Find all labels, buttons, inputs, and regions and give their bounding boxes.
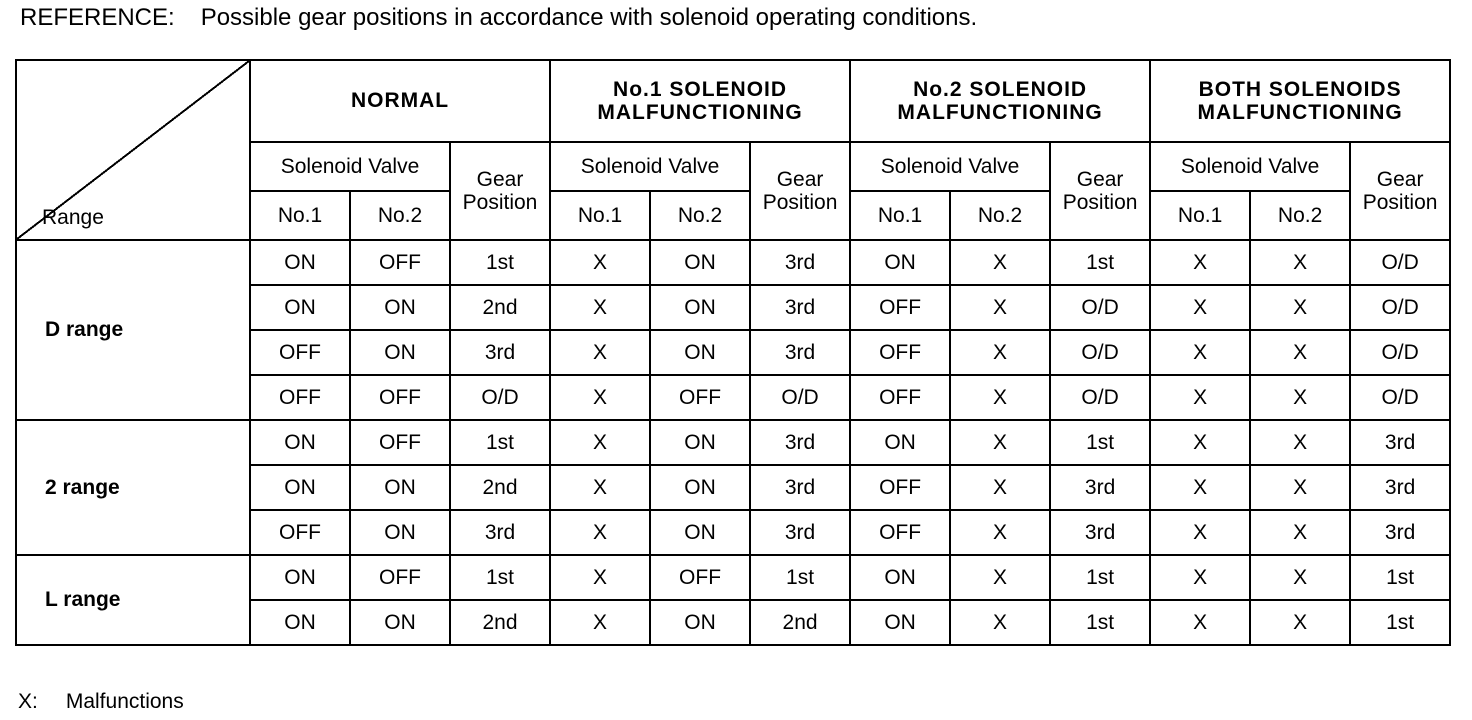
table-cell: OFF [850,510,950,555]
table-cell: OFF [850,465,950,510]
table-cell: X [950,420,1050,465]
table-cell: X [950,555,1050,600]
table-cell: 3rd [750,330,850,375]
table-cell: X [550,510,650,555]
table-cell: X [950,510,1050,555]
table-cell: OFF [350,555,450,600]
reference-text: Possible gear positions in accordance with solenoid operating conditions. [200,4,978,31]
solenoid-valve-header: Solenoid Valve [850,142,1050,191]
no2-header: No.2 [950,191,1050,240]
table-cell: X [550,285,650,330]
table-cell: ON [250,420,350,465]
footnote [18,690,184,714]
table-cell: X [950,240,1050,285]
header-row-groups [16,60,1450,142]
no2-header: No.2 [1250,191,1350,240]
table-cell: OFF [250,510,350,555]
table-cell: ON [650,510,750,555]
gear-label: Gear [1376,167,1424,191]
gear-position-table [15,59,1451,646]
table-cell: 2nd [450,285,550,330]
position-label: Position [462,191,538,214]
table-cell: OFF [350,375,450,420]
gear-position-header [1050,142,1150,240]
reference-label: REFERENCE: [20,4,175,31]
range-header-label: Range [42,205,104,229]
table-cell: X [950,285,1050,330]
table-cell: ON [850,420,950,465]
reference-line [20,4,977,32]
table-cell: ON [850,555,950,600]
table-cell: 2nd [750,600,850,645]
table-cell: X [1150,240,1250,285]
no1-header: No.1 [1150,191,1250,240]
table-cell: O/D [1350,330,1450,375]
table-cell: 1st [1050,600,1150,645]
table-row [16,420,1450,465]
table-cell: ON [250,600,350,645]
table-cell: X [1150,510,1250,555]
table-cell: 3rd [750,510,850,555]
table-cell: ON [650,465,750,510]
corner-header-cell [16,60,250,240]
table-cell: 3rd [1350,465,1450,510]
no2-header: No.2 [350,191,450,240]
group-title-line2: MALFUNCTIONING [897,101,1103,124]
table-cell: O/D [1050,330,1150,375]
table-cell: 3rd [1050,465,1150,510]
table-cell: X [1250,465,1350,510]
table-cell: OFF [250,375,350,420]
table-cell: ON [350,510,450,555]
no1-header: No.1 [850,191,950,240]
range-name-cell: D range [16,240,250,420]
table-cell: O/D [1350,240,1450,285]
table-cell: 3rd [450,330,550,375]
no2-header: No.2 [650,191,750,240]
table-cell: X [1250,285,1350,330]
gear-label: Gear [1076,167,1124,191]
table-cell: OFF [850,285,950,330]
group-title-line1: BOTH SOLENOIDS [1198,77,1402,101]
range-name-cell: 2 range [16,420,250,555]
table-cell: O/D [1350,375,1450,420]
table-cell: O/D [750,375,850,420]
table-cell: ON [250,240,350,285]
table-cell: ON [650,285,750,330]
table-cell: O/D [450,375,550,420]
table-cell: O/D [1050,375,1150,420]
table-cell: 2nd [450,465,550,510]
table-cell: X [550,375,650,420]
table-row [16,555,1450,600]
table-cell: 3rd [1350,510,1450,555]
table-cell: OFF [350,420,450,465]
table-cell: X [1250,330,1350,375]
table-cell: X [1250,555,1350,600]
group-header-normal [250,60,550,142]
group-header-no2-malfunction [850,60,1150,142]
table-cell: OFF [650,555,750,600]
table-cell: X [1150,555,1250,600]
range-name-cell: L range [16,555,250,645]
table-cell: X [1150,465,1250,510]
group-title-line2: MALFUNCTIONING [597,101,803,124]
table-row [16,240,1450,285]
no1-header: No.1 [250,191,350,240]
table-cell: X [1150,420,1250,465]
group-header-no1-malfunction [550,60,850,142]
table-cell: ON [650,240,750,285]
table-cell: ON [350,330,450,375]
table-cell: 3rd [750,420,850,465]
table-cell: O/D [1350,285,1450,330]
table-cell: 1st [1050,555,1150,600]
solenoid-valve-header: Solenoid Valve [1150,142,1350,191]
table-cell: X [1250,510,1350,555]
table-cell: X [950,465,1050,510]
table-cell: 3rd [450,510,550,555]
table-cell: ON [650,420,750,465]
no1-header: No.1 [550,191,650,240]
footnote-text: Malfunctions [65,690,184,713]
table-cell: OFF [650,375,750,420]
solenoid-valve-header: Solenoid Valve [250,142,450,191]
table-body [16,60,1450,645]
table-cell: OFF [250,330,350,375]
position-label: Position [762,191,838,214]
table-cell: ON [250,465,350,510]
table-cell: X [1250,600,1350,645]
table-cell: X [550,330,650,375]
group-title: NORMAL [350,89,450,113]
group-title-line1: No.2 SOLENOID [913,77,1088,101]
table-cell: X [550,465,650,510]
table-cell: X [1150,600,1250,645]
table-cell: 1st [750,555,850,600]
table-cell: ON [350,465,450,510]
table-cell: X [1150,375,1250,420]
table-cell: 2nd [450,600,550,645]
gear-position-header [750,142,850,240]
group-header-both-malfunction [1150,60,1450,142]
footnote-symbol: X: [18,690,38,713]
table-cell: X [1150,330,1250,375]
table-cell: OFF [850,330,950,375]
table-cell: OFF [350,240,450,285]
gear-label: Gear [476,167,524,191]
table-cell: X [950,330,1050,375]
table-cell: 3rd [750,465,850,510]
table-cell: 3rd [750,240,850,285]
table-cell: ON [250,555,350,600]
table-cell: X [550,240,650,285]
table-cell: ON [250,285,350,330]
table-cell: 1st [450,555,550,600]
table-cell: X [1250,375,1350,420]
table-cell: 1st [1350,600,1450,645]
solenoid-valve-header: Solenoid Valve [550,142,750,191]
table-cell: ON [850,240,950,285]
table-cell: ON [350,285,450,330]
table-cell: 1st [1350,555,1450,600]
table-cell: ON [850,600,950,645]
table-cell: X [950,600,1050,645]
table-cell: ON [650,600,750,645]
table-cell: ON [650,330,750,375]
table-cell: 3rd [750,285,850,330]
position-label: Position [1362,191,1438,214]
table-cell: 3rd [1050,510,1150,555]
gear-label: Gear [776,167,824,191]
gear-position-header [1350,142,1450,240]
table-cell: 1st [1050,420,1150,465]
table-cell: 3rd [1350,420,1450,465]
table-cell: X [950,375,1050,420]
group-title-line2: MALFUNCTIONING [1197,101,1403,124]
group-title-line1: No.1 SOLENOID [613,77,788,101]
table-cell: X [550,600,650,645]
table-cell: 1st [450,420,550,465]
table-cell: X [550,555,650,600]
table-cell: X [1250,420,1350,465]
table-cell: X [1250,240,1350,285]
table-cell: 1st [1050,240,1150,285]
table-cell: OFF [850,375,950,420]
position-label: Position [1062,191,1138,214]
table-cell: ON [350,600,450,645]
table-cell: X [1150,285,1250,330]
table-cell: O/D [1050,285,1150,330]
table-cell: X [550,420,650,465]
table-cell: 1st [450,240,550,285]
gear-position-header [450,142,550,240]
